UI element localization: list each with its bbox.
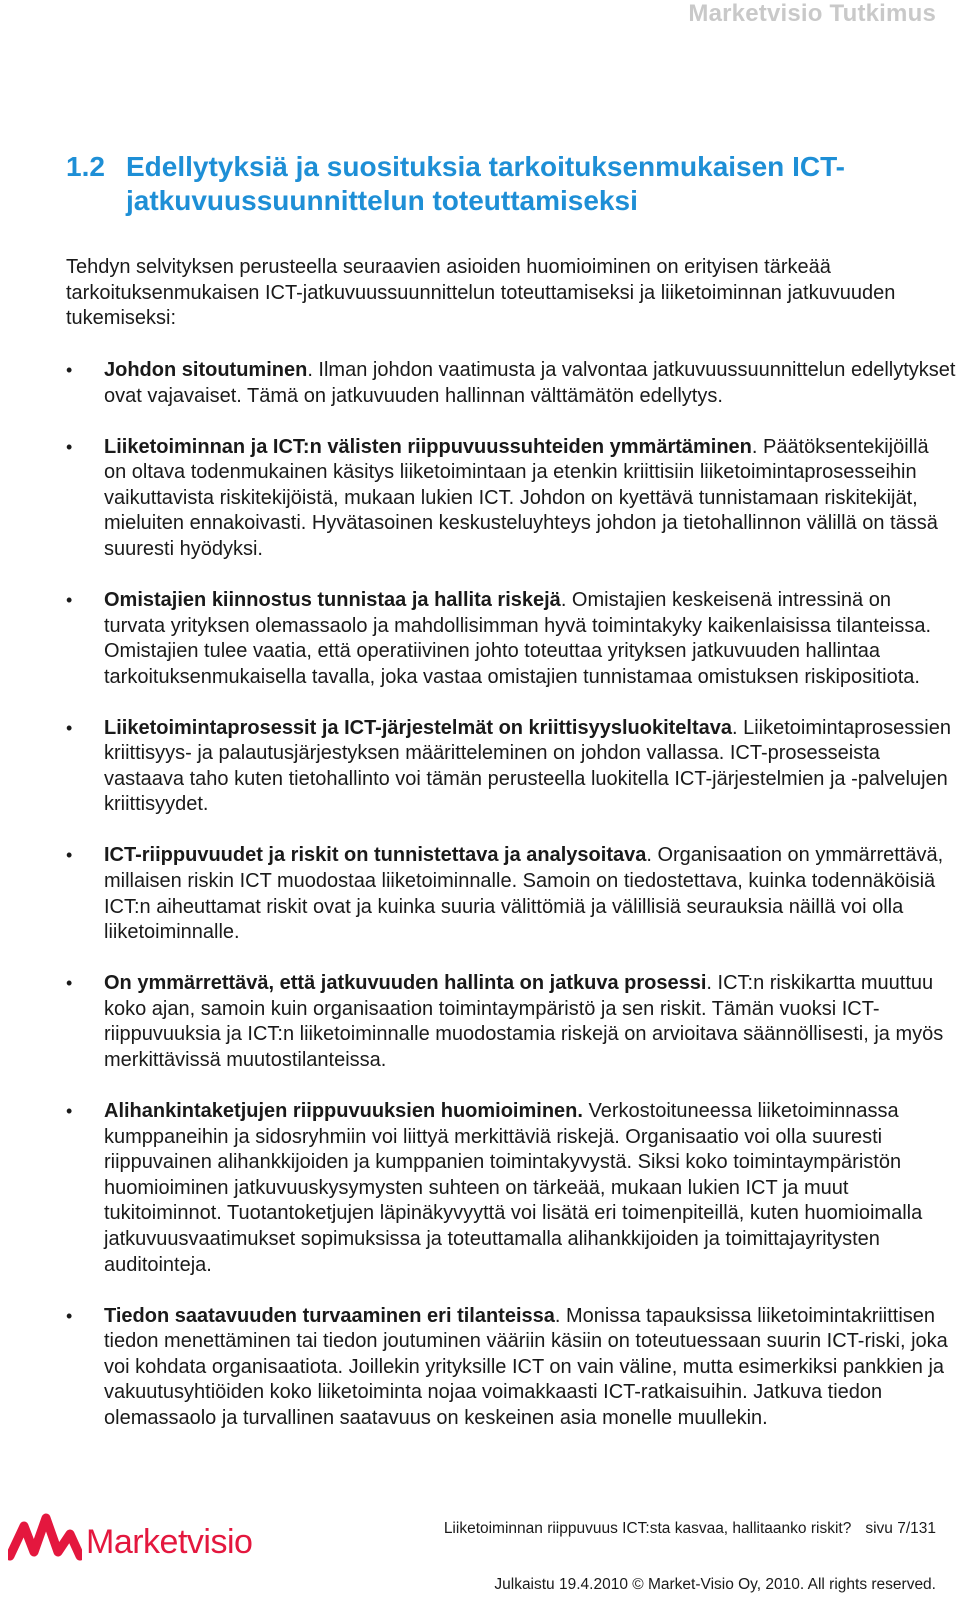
bullet-icon: • xyxy=(66,360,73,380)
section-heading xyxy=(66,150,926,218)
marketvisio-logo xyxy=(8,1506,252,1562)
list-item-lead: Johdon sitoutuminen xyxy=(104,359,308,381)
list-item-text: . Ilman johdon vaatimusta ja valvontaa jatkuvuussuunnittelun edellytykset ovat vajavaiset. Tämä on jatkuvuuden hallinnan välttämätön edellytys. xyxy=(104,359,956,407)
section-number: 1.2 xyxy=(66,151,105,182)
recommendation-list xyxy=(66,358,956,1457)
list-item-lead: ICT-riippuvuudet ja riskit on tunnistettava ja analysoitava xyxy=(104,844,647,867)
list-item-text: . Organisaation on ymmärrettävä, millaisen riskin ICT muodostaa liiketoiminnalle. Samoin on tiedostettava, kuinka todennäköisiä ICT:n aiheuttamat riskit ovat ja kuinka suuria välittömiä ja välillisiä seurauksia näillä voi olla liiketoiminnalle. xyxy=(104,844,944,944)
list-item xyxy=(66,843,956,945)
list-item-text: Verkostoituneessa liiketoiminnassa kumppaneihin ja sidosryhmiin voi liittyä merkittäviä riskejä. Organisaatio voi olla suuresti riippuvainen alihankkijoiden ja kumppanien toimintakyvystä. Siksi koko toimintaympäristön huomioiminen jatkuvuuskysymysten suhteen on tärkeää, mukaan lukien ICT ja muut tukitoiminnot. Tuotantoketjujen läpinäkyvyyttä voi lisätä eri toimenpiteillä, kuten huomioimalla jatkuvuusvaatimukset sopimuksissa ja toteuttamalla alihankkijoiden ja toimittajayritysten auditointeja. xyxy=(104,1100,923,1276)
list-item-lead: Omistajien kiinnostus tunnistaa ja hallita riskejä xyxy=(104,588,561,611)
footer-report-title: Liiketoiminnan riippuvuus ICT:sta kasvaa, hallitaanko riskit? xyxy=(443,1520,852,1537)
bullet-icon: • xyxy=(66,973,73,994)
bullet-icon: • xyxy=(66,717,73,738)
footer-report-line xyxy=(444,1520,936,1538)
list-item-text: . ICT:n riskikartta muuttuu koko ajan, samoin kuin organisaation toimintaympäristö ja sen riskit. Tämän vuoksi ICT-riippuvuuksia ja ICT:n liiketoiminnalle muodostamia riskejä on arvioitava säännöllisesti, ja myös merkittävissä muutostilanteissa. xyxy=(104,972,944,1072)
list-item-lead: Alihankintaketjujen riippuvuuksien huomioiminen. xyxy=(104,1100,583,1122)
header-brand: Marketvisio Tutkimus xyxy=(688,0,936,27)
section-title: Edellytyksiä ja suosituksia tarkoituksenmukaisen ICT-jatkuvuussuunnittelun toteuttamiseksi xyxy=(126,151,845,216)
list-item-lead: Liiketoiminnan ja ICT:n välisten riippuvuussuhteiden ymmärtäminen xyxy=(104,435,752,458)
list-item-text: . Liiketoimintaprosessien kriittisyys- ja palautusjärjestyksen määritteleminen on johdon vallassa. ICT-prosesseista vastaava taho kuten tietohallinto voi tämän perusteella luokitella ICT-järjestelmien ja -palvelujen kriittisyydet. xyxy=(104,716,951,816)
bullet-icon: • xyxy=(66,436,73,457)
list-item xyxy=(66,716,956,818)
list-item xyxy=(66,971,956,1073)
bullet-icon: • xyxy=(66,589,73,610)
logo-wordmark: Marketvisio xyxy=(86,1523,253,1561)
list-item xyxy=(66,435,956,563)
list-item-lead: On ymmärrettävä, että jatkuvuuden hallinta on jatkuva prosessi xyxy=(104,972,707,995)
list-item-text: . Päätöksentekijöillä on oltava todenmukainen käsitys liiketoimintaan ja etenkin kriittisiin liiketoimintaprosesseihin vaikuttavista riskitekijöistä, mukaan lukien ICT. Johdon on kyettävä tunnistamaan riskitekijät, mieluiten ennakoivasti. Hyvätasoinen keskusteluyhteys johdon ja tietohallinnon välillä on tässä suuresti hyödyksi. xyxy=(104,435,938,560)
bullet-icon: • xyxy=(66,1101,73,1121)
list-item xyxy=(66,1099,956,1278)
list-item-text: . Omistajien keskeisenä intressinä on turvata yrityksen olemassaolo ja mahdollisimman hyvä toimintakyky kaikenlaisissa tilanteissa. Omistajien tulee vaatia, että operatiivinen johto toteuttaa yrityksen jatkuvuuden hallintaa tarkoituksenmukaisella tavalla, joka vastaa omistajien tunnistamaa omistuksen riskipositiota. xyxy=(104,588,932,688)
bullet-icon: • xyxy=(66,1305,73,1326)
list-item-lead: Liiketoimintaprosessit ja ICT-järjestelmät on kriittisyysluokiteltava xyxy=(104,716,732,739)
list-item xyxy=(66,358,956,409)
footer-page-number: sivu 7/131 xyxy=(865,1520,936,1537)
list-item xyxy=(66,1304,956,1432)
marketvisio-logo-icon xyxy=(8,1512,82,1562)
footer-copyright: Julkaistu 19.4.2010 © Market-Visio Oy, 2010. All rights reserved. xyxy=(494,1576,936,1593)
intro-paragraph: Tehdyn selvityksen perusteella seuraavien asioiden huomioiminen on erityisen tärkeää tarkoituksenmukaisen ICT-jatkuvuussuunnittelun toteuttamiseksi ja liiketoiminnan jatkuvuuden tukemiseksi: xyxy=(66,256,896,330)
list-item xyxy=(66,588,956,690)
bullet-icon: • xyxy=(66,845,73,866)
list-item-lead: Tiedon saatavuuden turvaaminen eri tilanteissa xyxy=(104,1304,555,1327)
list-item-text: . Monissa tapauksissa liiketoimintakriittisen tiedon menettäminen tai tiedon joutuminen vääriin käsiin on toteutuessaan suurin ICT-riski, joka voi kohdata organisaatiota. Joillekin yrityksille ICT on vain väline, mutta esimerkiksi pankkien ja vakuutusyhtiöiden koko liiketoiminta nojaa voimakkaasti ICT-ratkaisuihin. Jatkuva tiedon olemassaolo ja turvallinen saatavuus on keskeinen asia monelle muullekin. xyxy=(104,1304,948,1429)
